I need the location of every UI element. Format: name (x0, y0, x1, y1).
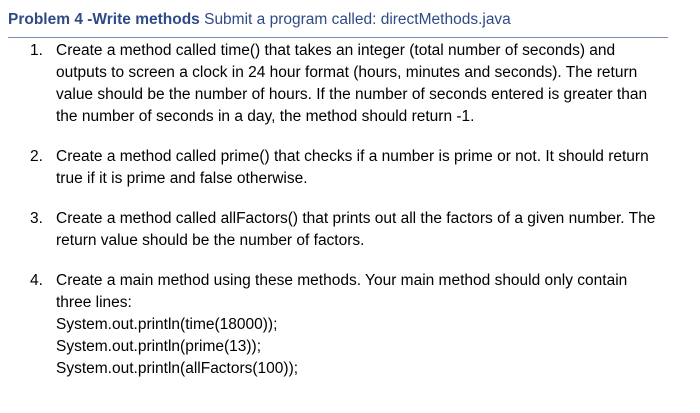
problem-number: Problem 4 (8, 11, 83, 28)
list-item-text (56, 208, 655, 252)
text-line: Create a method called allFactors() that prints out all the factors of a given number. The (56, 210, 656, 227)
code-line: System.out.println(prime(13)); (56, 338, 262, 355)
list-item-3 (30, 208, 670, 252)
problem-heading (8, 8, 668, 38)
text-line: return value should be the number of factors. (56, 232, 365, 249)
text-line: three lines: (56, 294, 132, 311)
list-item-4 (30, 270, 670, 380)
code-line: System.out.println(allFactors(100)); (56, 360, 299, 377)
list-item-number: 3. (30, 210, 43, 227)
list-item-text (56, 146, 649, 190)
problem-subtitle: Submit a program called: directMethods.java (199, 11, 511, 28)
list-item-1 (30, 40, 670, 128)
text-line: true if it is prime and false otherwise. (56, 170, 308, 187)
list-item-2 (30, 146, 670, 190)
list-item-number: 2. (30, 148, 43, 165)
problem-title: -Write methods (82, 11, 200, 28)
text-line: Create a main method using these methods. Your main method should only contain (56, 272, 628, 289)
text-line: value should be the number of hours. If the number of seconds entered is greater than (56, 86, 648, 103)
list-item-number: 4. (30, 272, 43, 289)
list-item-text (56, 270, 627, 380)
text-line: Create a method called time() that takes an integer (total number of seconds) and (56, 42, 616, 59)
list-item-number: 1. (30, 42, 43, 59)
code-line: System.out.println(time(18000)); (56, 316, 278, 333)
text-line: outputs to screen a clock in 24 hour format (hours, minutes and seconds). The return (56, 64, 638, 81)
text-line: Create a method called prime() that checks if a number is prime or not. It should return (56, 148, 649, 165)
list-item-text (56, 40, 647, 128)
text-line: the number of seconds in a day, the method should return -1. (56, 108, 475, 125)
